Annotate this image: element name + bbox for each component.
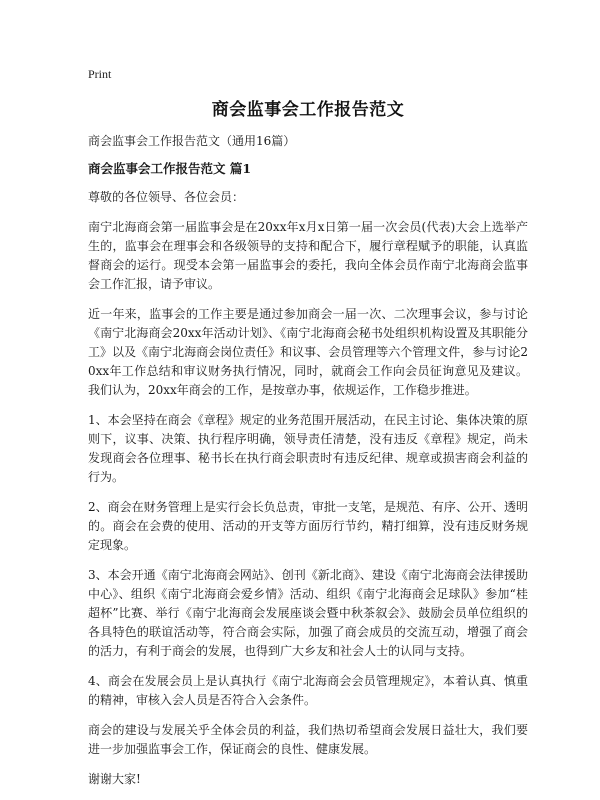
document-subtitle: 商会监事会工作报告范文（通用16篇） [88,134,296,148]
paragraph-intro: 南宁北海商会第一届监事会是在20xx年x月x日第一届一次会员(代表)大会上选举产生的，监事会在理事会和各级领导的支持和配合下，履行章程赋予的职能，认真监督商会的运行。现受本会第一届监事会的委托，我向全体会员作南宁北海商会监事会工作汇报，请予审议。 [88,220,528,291]
greeting: 尊敬的各位领导、各位会员： [88,190,245,204]
paragraph-item-3: 3、本会开通《南宁北海商会网站》、创刊《新北商》、建设《南宁北海商会法律援助中心》、组织《南宁北海商会爱乡情》活动、组织《南宁北海商会足球队》参加“桂超杯”比赛、举行《南宁北海商会发展座谈会暨中秋茶叙会》、鼓励会员单位组织的各具特色的联谊活动等，符合商会实际，加强了商会成员的交流互动，增强了商会的活力，有利于商会的发展，也得到广大乡友和社会人士的认同与支持。 [88,568,528,658]
page-title: 商会监事会工作报告范文 [211,100,405,120]
document-page [88,66,528,800]
closing-text: 谢谢大家! [88,772,141,786]
paragraph-conclusion: 商会的建设与发展关乎全体会员的利益，我们热切希望商会发展日益壮大，我们要进一步加强监事会工作，保证商会的良性、健康发展。 [88,723,528,756]
paragraph-item-2: 2、商会在财务管理上是实行会长负总责，审批一支笔，是规范、有序、公开、透明的。商会在会费的使用、活动的开支等方面厉行节约，精打细算，没有违反财务规定现象。 [88,500,528,552]
paragraph-item-1: 1、本会坚持在商会《章程》规定的业务范围开展活动，在民主讨论、集体决策的原则下，议事、决策、执行程序明确，领导责任清楚，没有违反《章程》规定，尚未发现商会各位理事、秘书长在执行商会职责时有违反纪律、规章或损害商会利益的行为。 [88,413,528,484]
print-label: Print [88,67,112,81]
paragraph-item-4: 4、商会在发展会员上是认真执行《南宁北海商会会员管理规定》，本着认真、慎重的精神，审核入会人员是否符合入会条件。 [88,674,528,707]
paragraph-summary: 近一年来，监事会的工作主要是通过参加商会一届一次、二次理事会议，参与讨论《南宁北海商会20xx年活动计划》、《南宁北海商会秘书处组织机构设置及其职能分工》以及《南宁北海商会岗位责任》和议事、会员管理等六个管理文件，参与讨论20xx年工作总结和审议财务执行情况，同时，就商会工作向会员征询意见及建议。我们认为，20xx年商会的工作，是按章办事，依规运作，工作稳步推进。 [88,307,528,397]
section-heading: 商会监事会工作报告范文 篇1 [88,161,252,176]
